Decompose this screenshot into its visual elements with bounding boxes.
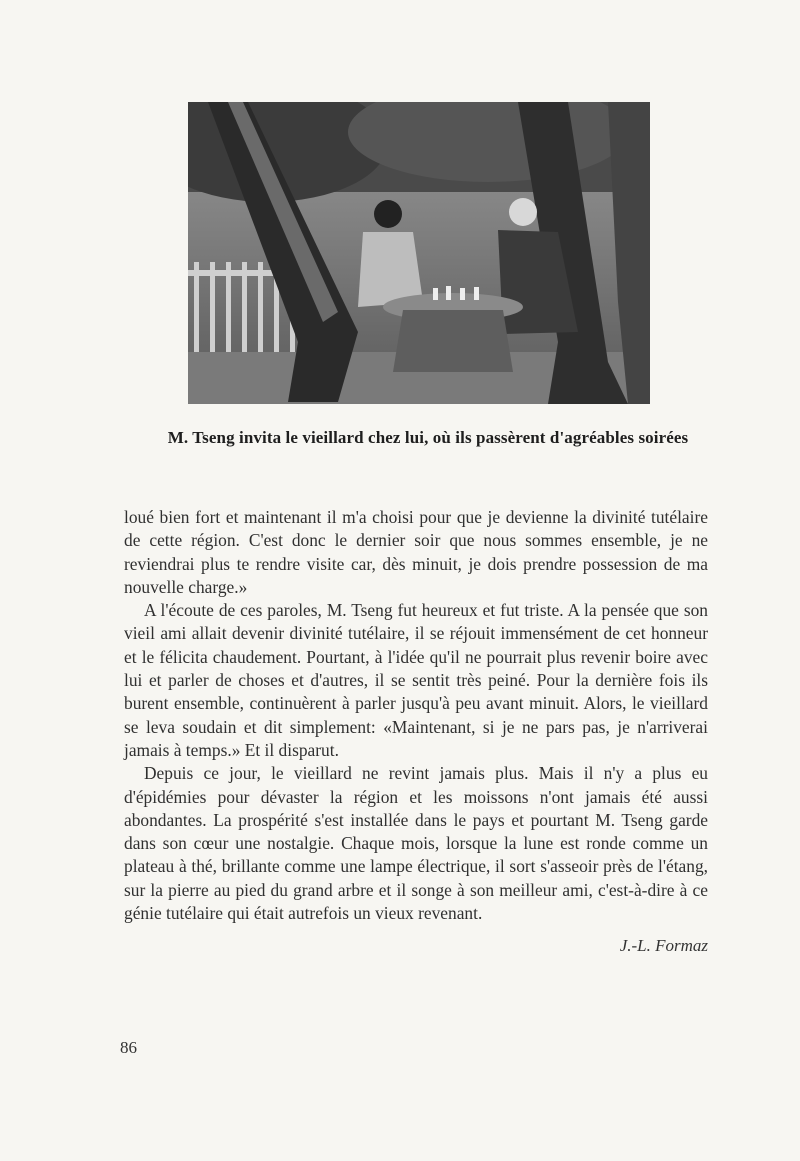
paragraph-1: loué bien fort et maintenant il m'a choisi pour que je devienne la divinité tutélaire de cette région. C'est donc le dernier soir que nous sommes ensemble, je ne reviendrai plus te rendre visite car, dès minuit, je dois prendre possession de ma nouvelle charge.» [124, 507, 708, 597]
article-body [124, 506, 708, 925]
page-number: 86 [120, 1038, 137, 1057]
figure-caption: M. Tseng invita le vieillard chez lui, où ils passèrent d'agréables soirées [167, 428, 689, 447]
author-signature: J.-L. Formaz [619, 936, 708, 955]
paragraph-2: A l'écoute de ces paroles, M. Tseng fut heureux et fut triste. A la pensée que son vieil ami allait devenir divinité tutélaire, il se réjouit immensément de cet honneur et le félicita chaudement. Pourtant, à l'idée qu'il ne pourrait plus revenir boire avec lui et parler de choses et d'autres, il se sentit très peiné. Pour la dernière fois ils burent ensemble, continuèrent à parler jusqu'à peu avant minuit. Alors, le vieillard se leva soudain et dit simplement: «Maintenant, si je ne pars pas, je n'arriverai jamais à temps.» Et il disparut. [124, 600, 708, 760]
article-photo [188, 102, 650, 404]
paragraph-3: Depuis ce jour, le vieillard ne revint jamais plus. Mais il n'y a plus eu d'épidémies pour dévaster la région et les moissons n'ont jamais été aussi abondantes. La prospérité s'est installée dans le pays et pourtant M. Tseng garde dans son cœur une nostalgie. Chaque mois, lorsque la lune est ronde comme un plateau à thé, brillante comme une lampe électrique, il sort s'asseoir près de l'étang, sur la pierre au pied du grand arbre et il songe à son meilleur ami, c'est-à-dire à ce génie tutélaire qui était autrefois un vieux revenant. [124, 763, 708, 924]
photo-illustration [188, 102, 650, 404]
